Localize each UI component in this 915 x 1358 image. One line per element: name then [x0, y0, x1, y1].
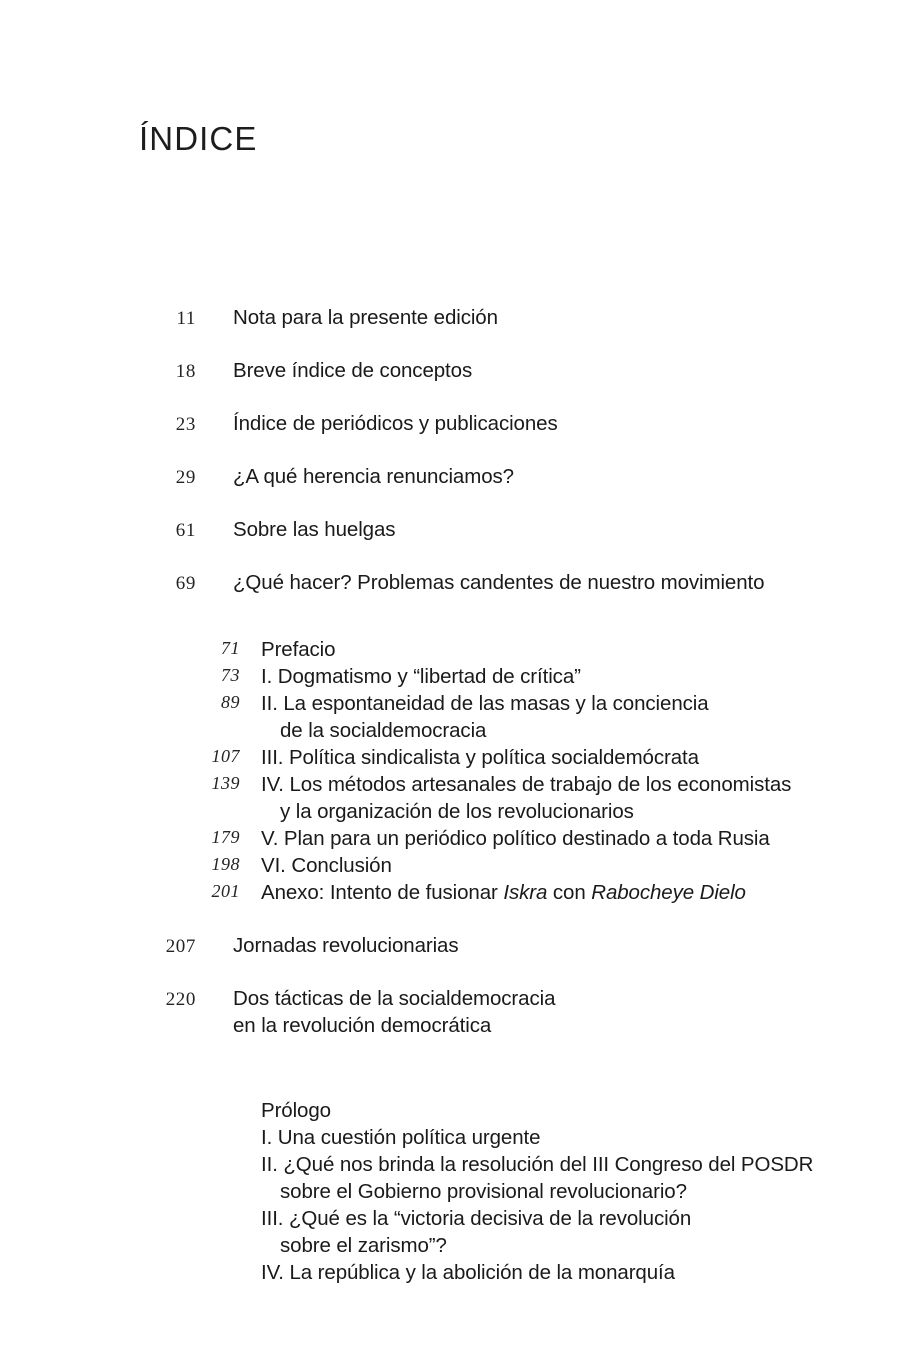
- toc-entry-page-number: 207: [165, 936, 196, 957]
- toc-entry[interactable]: [0, 410, 915, 463]
- toc-subentry-label: Prólogo: [261, 1099, 331, 1122]
- toc-entry[interactable]: [0, 569, 915, 622]
- toc-subentry-page-number: 89: [221, 692, 240, 712]
- toc-entry-page-number: 18: [175, 361, 196, 382]
- toc-subentry-page-number: 107: [211, 746, 240, 766]
- toc-subentry-line-2: sobre el Gobierno provisional revolucionario?: [280, 1180, 687, 1203]
- toc-subentry[interactable]: [0, 744, 915, 771]
- toc-entry-page-number: 69: [175, 573, 196, 594]
- toc-entry-page-number: 23: [175, 414, 196, 435]
- toc-entry-label: Breve índice de conceptos: [233, 359, 473, 382]
- toc-subentry-page-number: 139: [211, 773, 240, 793]
- toc-subentry-page-number: 198: [211, 854, 240, 874]
- toc-subentry-line-1: IV. Los métodos artesanales de trabajo de los economistas: [261, 773, 792, 796]
- toc-subentry[interactable]: [0, 636, 915, 663]
- toc-entry-page-number: 11: [176, 308, 196, 329]
- toc-subentry[interactable]: [0, 771, 915, 825]
- toc-entry-label: Sobre las huelgas: [233, 518, 396, 541]
- toc-subentry-label: IV. La república y la abolición de la monarquía: [261, 1261, 675, 1284]
- toc-entry[interactable]: [0, 932, 915, 985]
- toc-subentry-page-number: 201: [211, 881, 240, 901]
- page-title: ÍNDICE: [139, 120, 258, 157]
- toc-entry-label: Índice de periódicos y publicaciones: [233, 412, 558, 435]
- toc-subentry-label: [261, 690, 860, 744]
- spacer: [0, 622, 915, 636]
- toc-subentry-line-1: II. La espontaneidad de las masas y la conciencia: [261, 692, 709, 715]
- toc-subentry-label: [261, 1151, 860, 1205]
- toc-subentry[interactable]: [0, 1124, 915, 1151]
- toc-subentry-label: Prefacio: [261, 638, 336, 661]
- toc-subentry-label: [261, 879, 860, 906]
- toc-subentry-group-dos-tacticas: [0, 1097, 915, 1286]
- toc-subentry[interactable]: [0, 690, 915, 744]
- toc-subentry-label: III. Política sindicalista y política socialdemócrata: [261, 746, 699, 769]
- toc-entry[interactable]: [0, 516, 915, 569]
- toc-entry[interactable]: [0, 463, 915, 516]
- publication-title-rabocheye-dielo: Rabocheye Dielo: [591, 881, 746, 904]
- toc-subentry-group-que-hacer: [0, 636, 915, 906]
- toc-subentry[interactable]: [0, 852, 915, 879]
- toc-subentry[interactable]: [0, 1205, 915, 1259]
- toc-subentry-label: [261, 771, 860, 825]
- toc-subentry[interactable]: [0, 1097, 915, 1124]
- toc-entry-label: ¿A qué herencia renunciamos?: [233, 465, 514, 488]
- toc-subentry-text-prefix: Anexo: Intento de fusionar: [261, 881, 504, 904]
- toc-entry[interactable]: [0, 304, 915, 357]
- toc-subentry[interactable]: [0, 879, 915, 906]
- toc-subentry-line-2: y la organización de los revolucionarios: [280, 800, 634, 823]
- publication-title-iskra: Iskra: [503, 881, 548, 904]
- toc-entry-page-number: 29: [175, 467, 196, 488]
- toc-subentry-label: V. Plan para un periódico político destinado a toda Rusia: [261, 827, 770, 850]
- toc-subentry-line-2: sobre el zarismo”?: [280, 1234, 447, 1257]
- toc-entry-label: ¿Qué hacer? Problemas candentes de nuestro movimiento: [233, 571, 765, 594]
- toc-subentry-line-1: II. ¿Qué nos brinda la resolución del III Congreso del POSDR: [261, 1153, 814, 1176]
- spacer: [0, 906, 915, 932]
- toc-subentry[interactable]: [0, 1259, 915, 1286]
- toc-entry-page-number: 61: [175, 520, 196, 541]
- toc-subentry-page-number: 71: [221, 638, 240, 658]
- toc-subentry[interactable]: [0, 663, 915, 690]
- toc-subentry-label: I. Dogmatismo y “libertad de crítica”: [261, 665, 581, 688]
- toc-subentry[interactable]: [0, 825, 915, 852]
- toc-subentry-text-middle: con: [547, 881, 592, 904]
- toc-entry-label: Nota para la presente edición: [233, 306, 498, 329]
- toc-subentry-line-1: III. ¿Qué es la “victoria decisiva de la revolución: [261, 1207, 692, 1230]
- toc-entry-label: Jornadas revolucionarias: [233, 934, 459, 957]
- spacer: [0, 1061, 915, 1097]
- toc-subentry-label: I. Una cuestión política urgente: [261, 1126, 541, 1149]
- toc-subentry-line-2: de la socialdemocracia: [280, 719, 487, 742]
- toc-subentry[interactable]: [0, 1151, 915, 1205]
- toc-subentry-label: [261, 1205, 860, 1259]
- toc-entry[interactable]: [0, 357, 915, 410]
- toc-entry-label: [233, 985, 845, 1039]
- toc-entry[interactable]: [0, 985, 915, 1061]
- toc-entry-line-1: Dos tácticas de la socialdemocracia: [233, 987, 556, 1010]
- toc-subentry-label: VI. Conclusión: [261, 854, 392, 877]
- toc-entry-line-2: en la revolución democrática: [233, 1014, 492, 1037]
- toc-entry-page-number: 220: [165, 989, 196, 1010]
- toc-entry-list: [0, 304, 915, 1286]
- toc-subentry-page-number: 73: [221, 665, 240, 685]
- toc-subentry-page-number: 179: [211, 827, 240, 847]
